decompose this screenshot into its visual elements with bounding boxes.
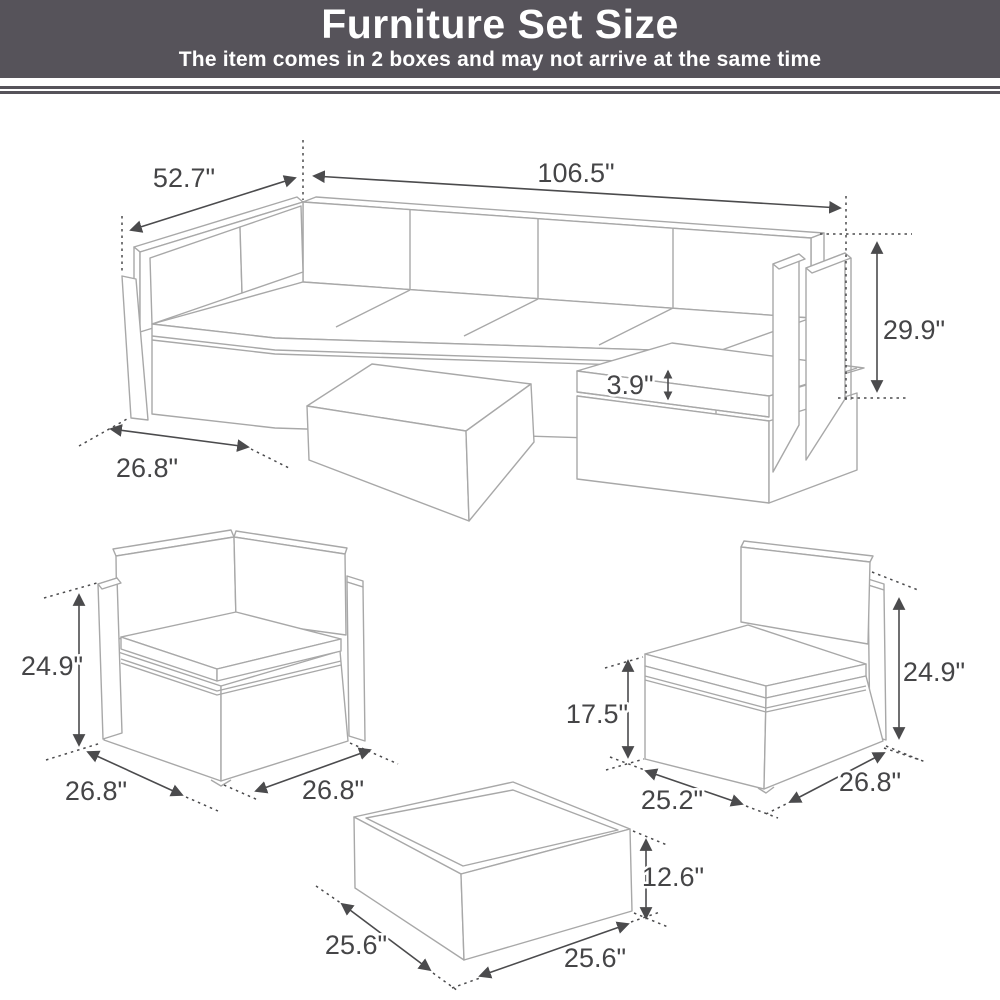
coffee-table-depth-label: 25.6" — [324, 930, 388, 960]
armless-chair-seat-height-label: 17.5" — [565, 699, 629, 729]
page-title: Furniture Set Size — [321, 1, 679, 47]
header-divider-stripes — [0, 86, 1000, 94]
sofa-left-width-label: 52.7" — [152, 163, 216, 193]
sofa-depth-label: 26.8" — [115, 453, 179, 483]
sofa-total-width-label: 106.5" — [537, 158, 615, 188]
coffee-table-width-label: 25.6" — [563, 943, 627, 973]
armless-chair-drawing — [566, 541, 965, 818]
sofa-cushion-thickness-label: 3.9" — [606, 370, 654, 400]
coffee-table-height-label: 12.6" — [641, 862, 705, 892]
sofa-height-label: 29.9" — [882, 315, 946, 345]
armless-chair-height-label: 24.9" — [902, 657, 966, 687]
header-banner — [0, 0, 1000, 78]
corner-chair-depth-label: 26.8" — [64, 776, 128, 806]
corner-chair-height-label: 24.9" — [20, 651, 84, 681]
sectional-sofa-drawing — [79, 140, 945, 521]
corner-chair-drawing — [21, 530, 398, 811]
armless-chair-depth-label: 26.8" — [838, 767, 902, 797]
corner-chair-width-label: 26.8" — [301, 775, 365, 805]
page-subtitle: The item comes in 2 boxes and may not arrive at the same time — [178, 48, 822, 71]
armless-chair-width-label: 25.2" — [640, 785, 704, 815]
